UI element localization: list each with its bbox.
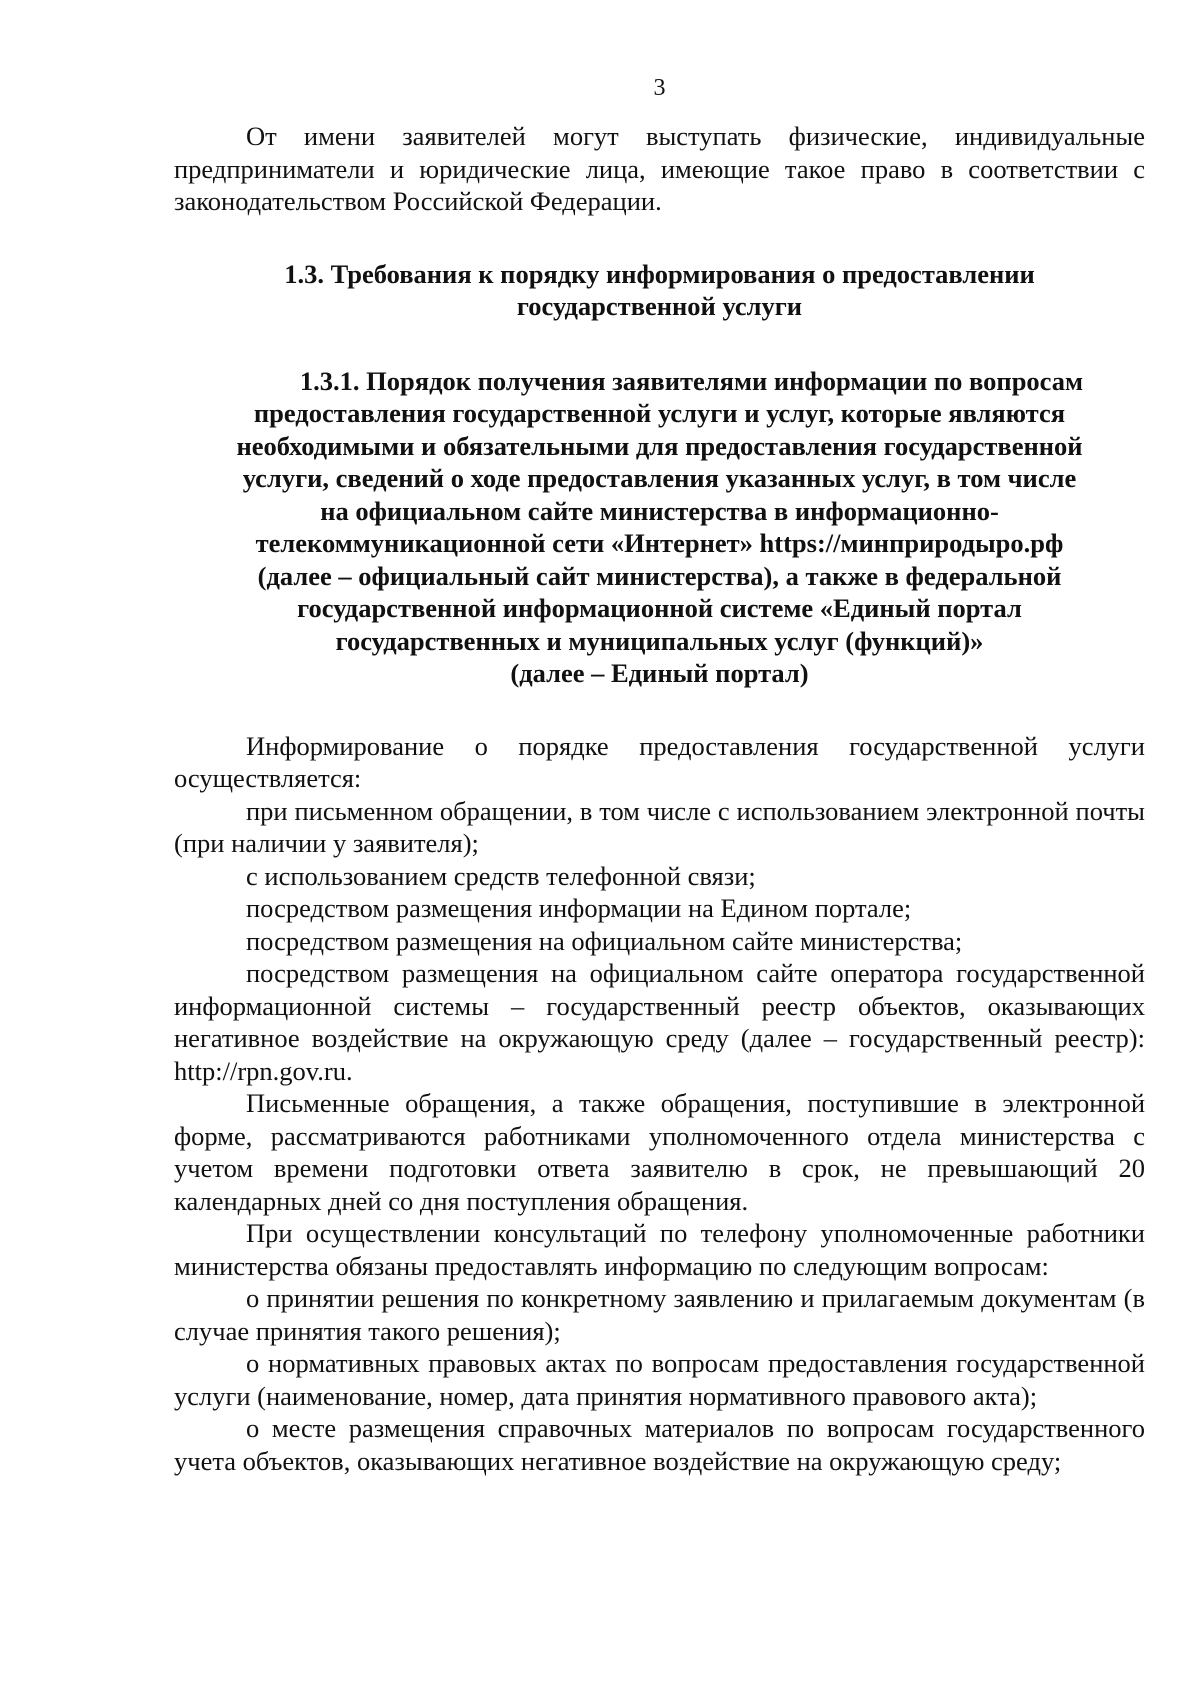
subsection-heading-line: услуги, сведений о ходе предоставления указанных услуг, в том числе	[242, 463, 1077, 493]
section-heading-line-1: 1.3. Требования к порядку информирования о предоставлении	[284, 258, 1035, 289]
subsection-heading-line: 1.3.1. Порядок получения заявителями информации по вопросам	[299, 365, 1084, 396]
body-paragraph: Информирование о порядке предоставления государственной услуги осуществляется:	[174, 730, 1145, 793]
subsection-heading	[174, 365, 1145, 690]
page-number: 3	[653, 75, 666, 101]
subsection-heading-line: предоставления государственной услуги и услуг, которые являются	[253, 398, 1066, 428]
subsection-heading-line: телекоммуникационной сети «Интернет» https://минприродыро.рф	[255, 528, 1064, 558]
subsection-heading-line: (далее – официальный сайт министерства), а также в федеральной	[257, 560, 1062, 591]
body-paragraph: при письменном обращении, в том числе с использованием электронной почты (при наличии у заявителя);	[174, 795, 1145, 858]
section-heading	[174, 258, 1145, 323]
subsection-heading-line: необходимыми и обязательными для предоставления государственной	[236, 430, 1083, 461]
subsection-heading-line: государственной информационной системе «Единый портал	[297, 593, 1022, 623]
body-paragraph: посредством размещения на официальном сайте оператора государственной информационной системы – государственный реестр объектов, оказывающих негативное воздействие на окружающую среду (далее – государственный реестр): http://rpn.gov.ru.	[174, 958, 1145, 1086]
body-paragraph: Письменные обращения, а также обращения, поступившие в электронной форме, рассматриваются работниками уполномоченного отдела министерства с учетом времени подготовки ответа заявителю в срок, не превышающий 20 календарных дней со дня поступления обращения.	[174, 1088, 1145, 1216]
body-paragraph: При осуществлении консультаций по телефону уполномоченные работники министерства обязаны предоставлять информацию по следующим вопросам:	[174, 1218, 1145, 1281]
intro-paragraph: От имени заявителей могут выступать физические, индивидуальные предприниматели и юридические лица, имеющие такое право в соответствии с законодательством Российской Федерации.	[174, 121, 1145, 216]
document-page	[174, 74, 1145, 1477]
subsection-heading-line: на официальном сайте министерства в информационно-	[320, 495, 999, 526]
body-paragraph: о месте размещения справочных материалов по вопросам государственного учета объектов, оказывающих негативное воздействие на окружающую среду;	[174, 1413, 1145, 1476]
subsection-heading-line: (далее – Единый портал)	[510, 658, 809, 688]
body-paragraph: с использованием средств телефонной связи;	[246, 860, 756, 891]
body-paragraph: о нормативных правовых актах по вопросам предоставления государственной услуги (наименование, номер, дата принятия нормативного правового акта);	[174, 1348, 1145, 1411]
section-heading-line-2: государственной услуги	[516, 291, 803, 321]
body-paragraph: о принятии решения по конкретному заявлению и прилагаемым документам (в случае принятия такого решения);	[174, 1283, 1145, 1346]
body-paragraph: посредством размещения на официальном сайте министерства;	[246, 925, 963, 956]
body-paragraph: посредством размещения информации на Едином портале;	[246, 893, 912, 923]
subsection-heading-line: государственных и муниципальных услуг (функций)»	[335, 625, 984, 656]
spacer	[174, 690, 1145, 730]
